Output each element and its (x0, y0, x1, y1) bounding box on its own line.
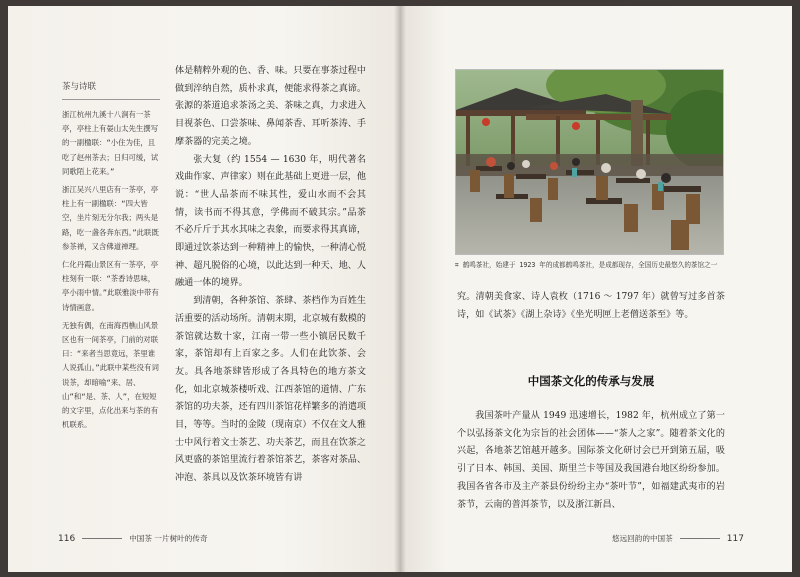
sidebar-title: 茶与诗联 (62, 80, 160, 100)
left-page (8, 6, 400, 572)
sidebar-note: 仁化丹霞山景区有一茶亭，亭柱刻有一联：“茶香诗思味，亭小雨中情。”此联雅淡中带有诗情画意。 (62, 260, 159, 312)
sidebar-notes (62, 80, 160, 436)
section-title: 中国茶文化的传承与发展 (527, 374, 655, 388)
caption-text: 鹤鸣茶社，始建于 1923 年的成都鹤鸣茶社，是成都现存，全国历史最悠久的茶馆之一 (462, 261, 718, 269)
caption-marker-icon: ⌗ (455, 261, 463, 269)
sidebar-note: 浙江杭州九溪十八涧有一茶亭，亭柱上有晏山太先生撰写的一副楹联：“小住为佳，且吃了赵州茶去；日归可缓，试同歌陌上花来。” (62, 110, 159, 176)
footer-rule (82, 538, 122, 539)
right-section-text (457, 408, 725, 514)
book-title: 中国茶 一片树叶的传奇 (129, 534, 208, 543)
body-paragraph: 我国茶叶产量从 1949 迅速增长，1982 年，杭州成立了第一个以弘扬茶文化为宗旨的社会团体——“茶人之家”。随着茶文化的兴起，各地茶艺馆越开越多。国际茶文化研讨会已开到第五届，吸引了日本、韩国、美国、斯里兰卡等国及我国港台地区纷纷参加。我国各省各市及主产茶县份纷纷主办“茶叶节”，如福建武夷市的岩茶节，云南的普洱茶节，以及浙江新昌、 (457, 411, 725, 510)
left-footer (58, 533, 208, 544)
right-footer (612, 533, 744, 544)
page-number: 117 (726, 533, 744, 544)
right-page (400, 6, 792, 572)
body-paragraph: 张大复（约 1554 — 1630 年，明代著名戏曲作家、声律家）则在此基础上更进一层，他说：“世人品茶而不味其性，爱山水而不会其情，读书而不得其意，学佛而不破其宗。”品茶不必斤斤于其水其味之表象，而要求得其真谛，即通过饮茶达到一种精神上的愉快，一种清心悦神、超凡脱俗的心境，以此达到一种天、地、人融通一体的境界。 (175, 154, 366, 289)
body-paragraph: 到清朝，各种茶馆、茶肆、茶档作为百姓生活重要的活动场所。清朝末期，北京城有数模的茶馆就达数十家，江南一带一些小镇居民数千家，茶馆却有上百家之多。人们在此饮茶、会友。具各地茶肆皆形成了各具特色的地方茶文化，如北京城茶楼听戏、江西茶馆的道情、广东茶馆的功夫茶，还有四川茶馆花样繁多的消遣项目，等等。当时的金陵（现南京）不仅在文人雅士中风行着文士茶艺、功夫茶艺，而且在饮茶之风更盛的茶馆里流行着茶馆茶艺，茶客对茶品、冲泡、茶具以及饮茶环境皆有讲 (175, 296, 366, 484)
sidebar-note: 无独有偶，在南海西樵山风景区也有一间茶亭，门前的对联曰：“来者当思竟远，茶里谁人说孤山。”此联中某些没有词说茶，却暗喻“来、居、山”和“是、茶、人”，在短短的文字里，点化出来与茶的有机联系。 (62, 320, 159, 430)
body-paragraph: 体是精粹外观的色、香、味。只要在事茶过程中做到淬纳自然，质朴求真，便能求得茶之真谛。张源的茶道追求茶汤之美、茶味之真，力求进入目视茶色、口尝茶味、鼻闻茶香、耳听茶涛、手摩茶器的完美之境。 (175, 66, 366, 147)
teahouse-photo (455, 69, 724, 255)
main-text-column (175, 63, 366, 488)
book-spread (8, 6, 792, 572)
book-gutter (394, 6, 406, 572)
body-paragraph: 究。清朝美食家、诗人袁枚（1716 ～ 1797 年）就曾写过多首茶诗，如《试茶》《湖上杂诗》《坐光明匣上老僧送茶至》等。 (457, 292, 725, 320)
sidebar-note: 浙江吴兴八里店有一茶亭，亭柱上有一副楹联：“四大皆空，坐片刻无分尔我；两头是路，吃一盏各奔东西。”此联既参茶禅，又含佛道禅理。 (62, 185, 159, 251)
section-name: 悠远回韵的中国茶 (612, 534, 673, 543)
footer-rule (680, 538, 720, 539)
right-top-text (457, 289, 725, 324)
page-number: 116 (58, 533, 76, 544)
photo-caption (455, 259, 723, 270)
